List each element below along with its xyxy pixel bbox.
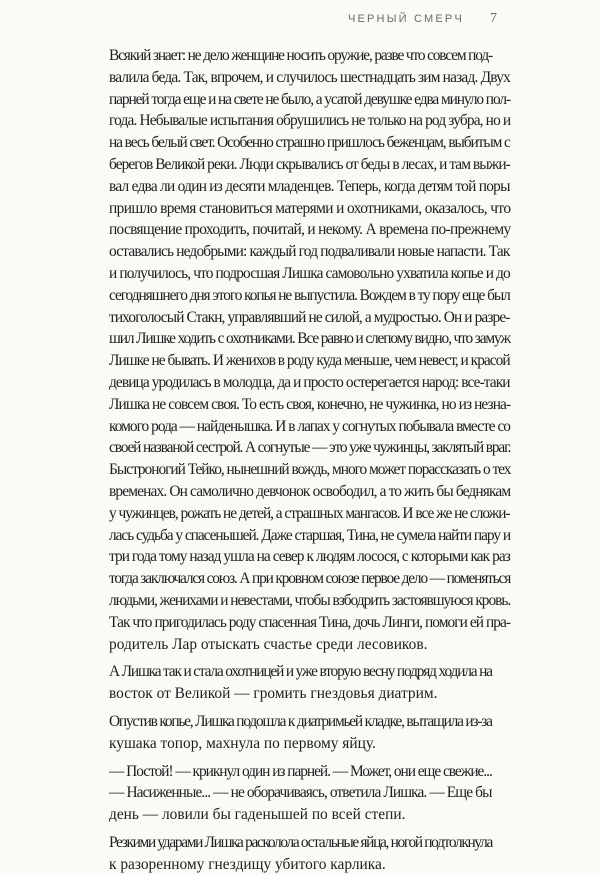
text-line: лась судьба у спасенышей. Даже старшая, Тина, не сумела найти пару и bbox=[109, 526, 511, 544]
text-line: у чужинцев, рожать не детей, а страшных мангасов. И все же не сложи- bbox=[109, 504, 510, 522]
text-line: года. Небывалые испытания обрушились не только на род зубра, но и bbox=[109, 112, 511, 130]
page-number: 7 bbox=[490, 11, 497, 26]
paragraph bbox=[91, 711, 510, 755]
text-line: оставались недобрыми: каждый год подваливали новые напасти. Так bbox=[109, 243, 510, 261]
text-line: парней тогда еще и на свете не было, а усатой девушке едва минуло пол- bbox=[109, 90, 510, 108]
text-line: родитель Лар отыскать счастье среди лесовиков. bbox=[109, 635, 428, 653]
body-text bbox=[91, 45, 510, 875]
text-line: Лишке не бывать. И женихов в роду куда меньше, чем невест, и красой bbox=[109, 352, 510, 370]
text-line: на весь белый свет. Особенно страшно пришлось беженцам, выбитым с bbox=[109, 134, 510, 152]
text-line: девица уродилась в молодца, да и просто остерегается народ: все-таки bbox=[109, 373, 510, 391]
text-line: А Лишка так и стала охотницей и уже вторую весну подряд ходила на bbox=[109, 663, 492, 681]
paragraph bbox=[91, 832, 510, 875]
text-line: шил Лишке ходить с охотниками. Все равно и слепому видно, что замуж bbox=[109, 330, 510, 348]
text-line: людьми, женихами и невестами, чтобы взбодрить застоявшуюся кровь. bbox=[109, 591, 511, 609]
text-line: Резкими ударами Лишка расколола остальные яйца, ногой подтолкнула bbox=[109, 833, 492, 851]
text-line: временах. Он самолично девчонок освободил, а то жить бы беднякам bbox=[109, 482, 511, 500]
paragraph bbox=[91, 761, 510, 783]
text-line: валила беда. Так, впрочем, и случилось шестнадцать зим назад. Двух bbox=[109, 68, 510, 86]
text-line: Быстроногий Тейко, нынешний вождь, много может порассказать о тех bbox=[109, 461, 511, 479]
text-line: и получилось, что подросшая Лишка самовольно ухватила копье и до bbox=[109, 264, 510, 282]
paragraph bbox=[91, 782, 510, 826]
text-line: вал едва ли один из десяти младенцев. Теперь, когда детям той поры bbox=[109, 177, 510, 195]
text-line: Лишка не совсем своя. То есть своя, конечно, не чужинка, но из незна- bbox=[109, 395, 511, 413]
page-header bbox=[348, 11, 497, 27]
running-head: ЧЕРНЫЙ СМЕРЧ bbox=[347, 13, 464, 25]
text-line: посвящение проходить, почитай, и некому. А времена по-прежнему bbox=[109, 221, 511, 239]
text-line: — Постой! — крикнул один из парней. — Может, они еще свежие... bbox=[109, 762, 492, 780]
text-line: Опустив копье, Лишка подошла к диатримьей кладке, вытащила из-за bbox=[109, 712, 492, 730]
text-line: Так что пригодилась роду спасенная Тина, дочь Линги, помоги ей пра- bbox=[109, 613, 511, 631]
paragraph bbox=[91, 661, 510, 705]
text-line: день — ловили бы гаденышей по всей степи. bbox=[109, 806, 406, 824]
text-line: три года тому назад ушла на север к людям лосося, с которыми как раз bbox=[109, 548, 510, 566]
text-line: сегодняшнего дня этого копья не выпустила. Вождем в ту пору еще был bbox=[109, 286, 510, 304]
text-line: кушака топор, махнула по первому яйцу. bbox=[109, 734, 376, 752]
text-line: тогда заключался союз. А при кровном союзе первое дело — поменяться bbox=[109, 570, 511, 588]
text-line: берегов Великой реки. Люди скрывались от беды в лесах, и там выжи- bbox=[109, 155, 510, 173]
text-line: своей названой сестрой. А согнутые — это уже чужинцы, заклятый враг. bbox=[109, 439, 511, 457]
text-line: восток от Великой — громить гнездовья диатрим. bbox=[109, 685, 438, 703]
text-line: Всякий знает: не дело женщине носить оружие, разве что совсем под- bbox=[109, 47, 493, 64]
text-line: тихоголосый Стакн, управлявший не силой, а мудростью. Он и разре- bbox=[109, 308, 510, 326]
text-line: пришло время становиться матерями и охотниками, оказалось, что bbox=[109, 199, 511, 217]
text-line: комого рода — найденышка. И в лапах у согнутых побывала вместе со bbox=[109, 417, 510, 435]
paragraph bbox=[91, 45, 510, 655]
text-line: к разоренному гнездищу убитого карлика. bbox=[109, 855, 386, 873]
text-line: — Насиженные... — не оборачиваясь, ответила Лишка. — Еще бы bbox=[109, 784, 492, 802]
